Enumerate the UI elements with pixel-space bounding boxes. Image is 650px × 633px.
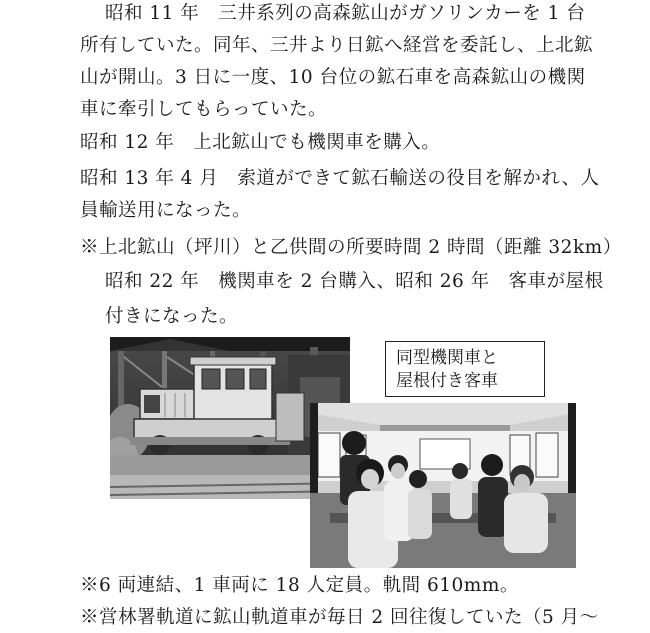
text-line: 員輸送用になった。 (80, 200, 252, 221)
text-line: 昭和 12 年 上北鉱山でも機関車を購入。 (80, 132, 441, 153)
text-line: ※上北鉱山（坪川）と乙供間の所要時間 2 時間（距離 32km） (80, 237, 622, 258)
caption-line: 屋根付き客車 (396, 371, 498, 391)
footer-note: ※6 両連結、1 車両に 18 人定員。軌間 610mm。 (80, 575, 519, 596)
text-line: 昭和 22 年 機関車を 2 台購入、昭和 26 年 客車が屋根 (105, 271, 604, 292)
text-line: 山が開山。3 日に一度、10 台位の鉱石車を高森鉱山の機関 (80, 67, 586, 88)
text-line: 所有していた。同年、三井より日鉱へ経営を委託し、上北鉱 (80, 35, 594, 56)
caption-line: 同型機関車と (396, 348, 498, 368)
text-line: 車に牽引してもらっていた。 (80, 99, 328, 120)
text-line: 昭和 11 年 三井系列の高森鉱山がガソリンカーを 1 台 (105, 3, 586, 24)
footer-note: ※営林署軌道に鉱山軌道車が毎日 2 回往復していた（5 月～ (80, 607, 599, 628)
text-line: 昭和 13 年 4 月 索道ができて鉱石輸送の役目を解かれ、人 (80, 168, 600, 189)
photo-caption-box (385, 341, 545, 397)
passenger-car-photo (310, 403, 576, 568)
text-line: 付きになった。 (105, 306, 239, 327)
